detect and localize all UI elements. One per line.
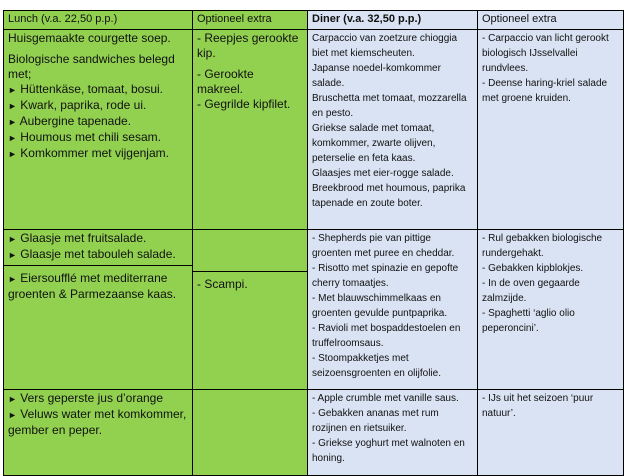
list-item: Griekse salade met tomaat, komkommer, zwarte olijven, peterselie en feta kaas. — [312, 123, 436, 164]
lunch-cell — [4, 230, 193, 390]
list-item: ► Glaasje met tabouleh salade. — [8, 247, 176, 261]
list-item: ► Houmous met chili sesam. — [8, 130, 161, 144]
menu-table — [3, 10, 624, 476]
list-item: ► Kwark, paprika, rode ui. — [8, 98, 147, 112]
dinner-cell — [308, 230, 478, 390]
list-item: - Gegrilde kipfilet. — [197, 97, 291, 111]
table-row — [4, 230, 624, 390]
optional-dinner-cell — [478, 30, 624, 230]
list-item: Carpaccio van zoetzure chioggia biet met kiemscheuten. — [312, 33, 458, 59]
header-optional-dinner: Optioneel extra — [478, 11, 624, 30]
bullet-arrow-icon: ► — [8, 117, 17, 127]
optional-dinner-cell — [478, 230, 624, 390]
list-item: ► Vers geperste jus d’orange — [8, 391, 164, 405]
optional-dinner-cell — [478, 390, 624, 476]
list-item: - Spaghetti ‘aglio olio peperoncini’. — [482, 308, 575, 334]
dinner-cell — [308, 390, 478, 476]
list-item: Glaasjes met eier-rogge salade. — [312, 168, 454, 179]
header-optional-lunch: Optioneel extra — [193, 11, 308, 30]
sandwich-intro: Biologische sandwiches belegd met; — [8, 52, 175, 81]
bullet-arrow-icon: ► — [8, 85, 17, 95]
table-row — [4, 390, 624, 476]
list-item: - Gebakken ananas met rum rozijnen en rietsuiker. — [312, 408, 439, 434]
list-item: - Shepherds pie van pittige groenten met puree en cheddar. — [312, 233, 455, 259]
list-item: - Scampi. — [197, 277, 248, 291]
list-item: - Griekse yoghurt met walnoten en honing. — [312, 438, 465, 464]
list-item: ► Glaasje met fruitsalade. — [8, 231, 147, 245]
list-item: - Deense haring-kriel salade met groene kruiden. — [482, 78, 608, 104]
list-item: - Ravioli met bospaddestoelen en truffelroomsaus. — [312, 323, 461, 349]
list-item: Breekbrood met houmous, paprika tapenade en zoute boter. — [312, 183, 466, 209]
list-item: - Gerookte makreel. — [197, 67, 254, 96]
list-item: - In de oven gegaarde zalmzijde. — [482, 278, 580, 304]
list-item: - Risotto met spinazie en gepofte cherry tomaatjes. — [312, 263, 459, 289]
list-item: Japanse noedel-komkommer salade. — [312, 63, 441, 89]
list-item: ► Eiersoufflé met mediterrane groenten & Parmezaanse kaas. — [8, 271, 177, 301]
optional-lunch-cell — [193, 390, 308, 476]
bullet-arrow-icon: ► — [8, 133, 17, 143]
optional-lunch-cell — [193, 230, 308, 390]
bullet-arrow-icon: ► — [8, 410, 17, 420]
list-item: ► Hüttenkäse, tomaat, bosui. — [8, 82, 164, 96]
lunch-cell — [4, 390, 193, 476]
soup-text: Huisgemaakte courgette soep. — [8, 31, 171, 45]
list-item: ► Komkommer met vijgenjam. — [8, 146, 169, 160]
table-row — [4, 30, 624, 230]
bullet-arrow-icon: ► — [8, 101, 17, 111]
list-item: ► Veluws water met komkommer, gember en peper. — [8, 407, 187, 437]
list-item: Bruschetta met tomaat, mozzarella en pesto. — [312, 93, 467, 119]
header-dinner: Diner (v.a. 32,50 p.p.) — [308, 11, 478, 30]
list-item: - Rul gebakken biologische rundergehakt. — [482, 233, 603, 259]
list-item: - Carpaccio van licht gerookt biologisch IJsselvallei rundvlees. — [482, 33, 609, 74]
list-item: - Gebakken kipblokjes. — [482, 263, 584, 274]
bullet-arrow-icon: ► — [8, 234, 17, 244]
bullet-arrow-icon: ► — [8, 250, 17, 260]
list-item: - Apple crumble met vanille saus. — [312, 393, 459, 404]
lunch-cell — [4, 30, 193, 230]
optional-lunch-cell — [193, 30, 308, 230]
bullet-arrow-icon: ► — [8, 274, 17, 284]
list-item: - Reepjes gerookte kip. — [197, 31, 299, 60]
dinner-cell — [308, 30, 478, 230]
list-item: ► Aubergine tapenade. — [8, 114, 132, 128]
bullet-arrow-icon: ► — [8, 149, 17, 159]
list-item: - Met blauwschimmelkaas en groenten gevulde puntpaprika. — [312, 293, 448, 319]
header-lunch: Lunch (v.a. 22,50 p.p.) — [4, 11, 193, 30]
list-item: - Stoompakketjes met seizoensgroenten en olijfolie. — [312, 353, 441, 379]
header-row — [4, 11, 624, 30]
bullet-arrow-icon: ► — [8, 394, 17, 404]
list-item: - IJs uit het seizoen ‘puur natuur’. — [482, 393, 594, 419]
